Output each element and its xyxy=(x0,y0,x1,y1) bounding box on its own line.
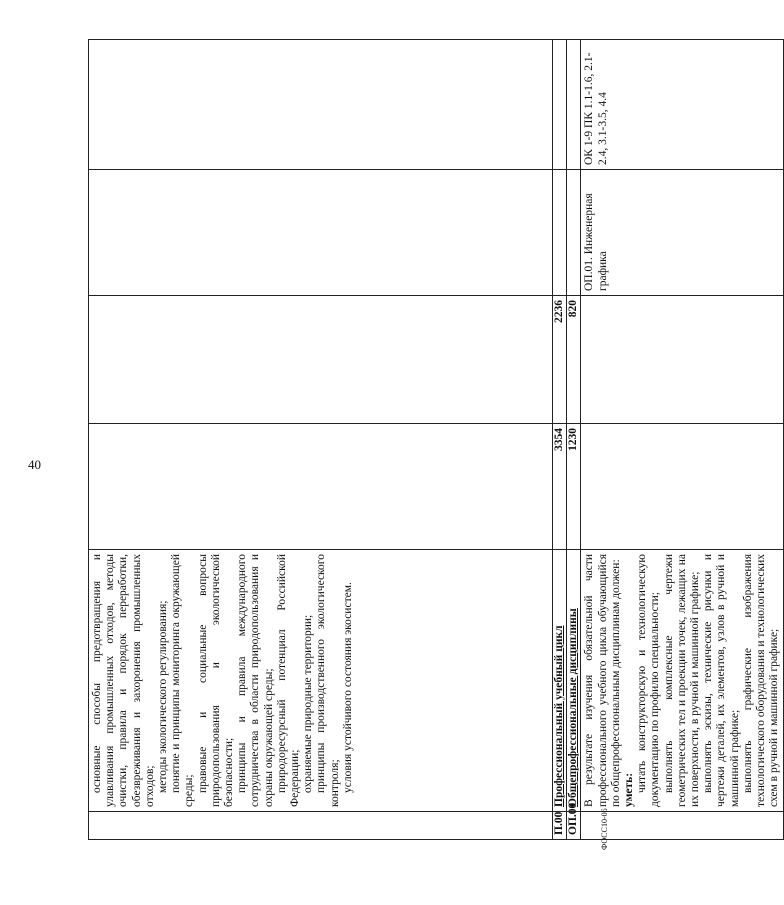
op01-description-cell xyxy=(581,550,784,812)
op01-index-cell xyxy=(581,812,784,840)
prof-cycle-name-cell xyxy=(553,170,567,296)
mandatory-hours-cell xyxy=(89,296,553,424)
knowledge-list-item: охраняемые природные территории; xyxy=(302,614,315,793)
knowledge-list xyxy=(91,554,355,807)
competencies-cell xyxy=(89,40,553,170)
prof-cycle-comp-cell xyxy=(553,40,567,170)
skills-list xyxy=(636,554,781,807)
footer-mark: ФОСС10-06 xyxy=(600,808,609,850)
curriculum-table xyxy=(88,39,784,840)
table-row-op01 xyxy=(581,40,784,840)
skills-list-item: читать конструкторскую и технологическую документацию по профилю специальности; xyxy=(636,554,662,807)
general-disciplines-title: Общепрофессиональные дисциплины xyxy=(567,550,581,812)
knowledge-list-item: основные способы предотвращения и улавливания промышленных отходов, методы очистки, правила и порядок переработки, обезвреживания и захоронения промышленных отходов; xyxy=(91,554,156,807)
general-disciplines-comp-cell xyxy=(567,40,581,170)
op01-skills-label: уметь: xyxy=(623,772,636,807)
op01-discipline-name: ОП.01. Инженерная графика xyxy=(581,170,784,296)
table-row-ecology-knowledge xyxy=(89,40,553,840)
prof-cycle-index: П.00 xyxy=(553,812,567,840)
op01-max-hours-cell xyxy=(581,424,784,550)
discipline-name-cell xyxy=(89,170,553,296)
table-row-general-disciplines xyxy=(567,40,581,840)
general-disciplines-name-cell xyxy=(567,170,581,296)
skills-list-item: выполнять графические изображения технологического оборудования и технологических схем в ручной и машинной графике; xyxy=(741,554,781,807)
index-cell xyxy=(89,812,553,840)
skills-list-item: выполнять эскизы, технические рисунки и чертежи деталей, их элементов, узлов в ручной и машинной графике; xyxy=(702,554,741,807)
knowledge-list-item: правовые и социальные вопросы природопользования и экологической безопасности; xyxy=(196,554,236,807)
op01-competencies: ОК 1-9 ПК 1.1-1.6, 2.1-2.4, 3.1-3.5, 4.4 xyxy=(581,40,784,170)
op01-mandatory-hours-cell xyxy=(581,296,784,424)
skills-list-item: выполнять комплексные чертежи геометрических тел и проекции точек, лежащих на их поверхности, в ручной и машинной графике; xyxy=(662,554,702,807)
knowledge-list-item: условия устойчивого состояния экосистем. xyxy=(341,582,354,793)
curriculum-table-rotated xyxy=(88,40,781,840)
page-number: 40 xyxy=(28,457,41,472)
prof-cycle-max-hours: 3354 xyxy=(553,424,567,550)
general-disciplines-max-hours: 1230 xyxy=(567,424,581,550)
prof-cycle-mandatory-hours: 2236 xyxy=(553,296,567,424)
prof-cycle-title: Профессиональный учебный цикл xyxy=(553,550,567,812)
knowledge-list-item: методы экологического регулирования; xyxy=(157,600,170,793)
general-disciplines-mandatory-hours: 820 xyxy=(567,296,581,424)
general-disciplines-index: ОП.00 xyxy=(567,812,581,840)
max-hours-cell xyxy=(89,424,553,550)
knowledge-list-item: принципы производственного экологического контроля; xyxy=(315,554,341,807)
description-cell xyxy=(89,550,553,812)
knowledge-list-item: принципы и правила международного сотрудничества в области природопользования и охраны окружающей среды; xyxy=(236,554,275,807)
knowledge-list-item: понятие и принципы мониторинга окружающей среды; xyxy=(170,554,196,807)
table-row-prof-cycle xyxy=(553,40,567,840)
knowledge-list-item: природоресурсный потенциал Российской Федерации; xyxy=(275,554,302,807)
op01-intro: В результате изучения обязательной части профессионального учебного цикла обучающийся по общепрофессиональным дисциплинам должен: xyxy=(583,554,622,807)
